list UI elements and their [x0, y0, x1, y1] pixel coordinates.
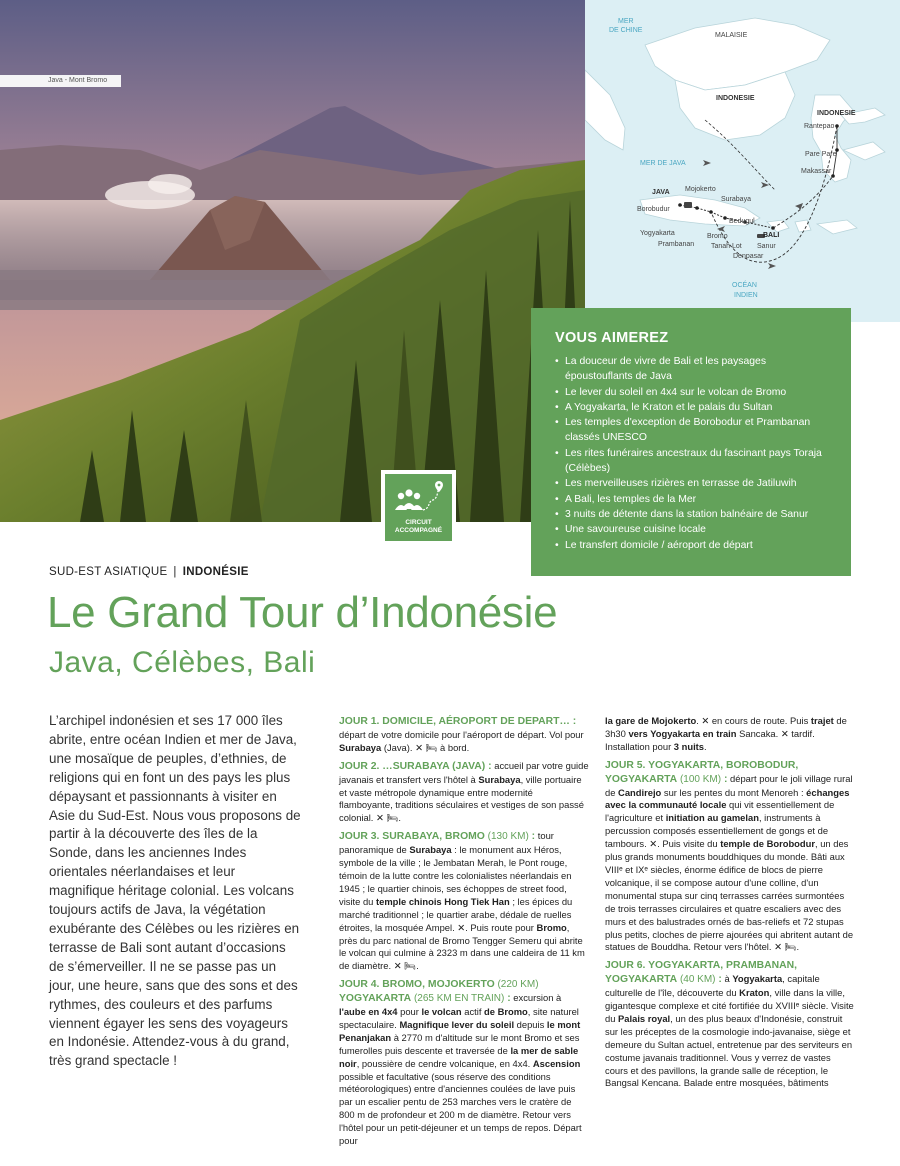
day-text: Sancaka. ✕ tardif. Installation pour — [605, 727, 815, 752]
highlight-item: • Les temples d'exception de Borobodur et Prambanan classés UNESCO — [555, 415, 831, 446]
map-label-surabaya: Surabaya — [721, 196, 751, 203]
map-label-malaisie: MALAISIE — [715, 32, 748, 39]
breadcrumb-region: SUD-EST ASIATIQUE — [49, 566, 168, 578]
intro-paragraph: L’archipel indonésien et ses 17 000 îles abrite, entre océan Indien et mer de Java, une mosaïque de peuples, d’ethnies, de religions qui en font un des pays les plus dépaysant et passionnants à visiter en Asie du Sud-Est. Nous vous proposons de partir à la découverte des îles de la Sonde, dans les anciennes Indes orientales néerlandaises et leur magnifique héritage colonial. Les volcans toujours actifs de Java, la végétation exubérante des Célèbes ou les rizières en terrasse de Bali sont autant d’occasions de s’émerveiller. Il ne se passe pas un jour, une heure, sans que des sons et des rythmes, des couleurs et des parfums viennent égayer les sens des voyageurs en Indonésie. Attendez-vous à du grand, très grand spectacle ! — [49, 713, 301, 1069]
highlight-item: • Une savoureuse cuisine locale — [555, 522, 831, 537]
itinerary-column-1 — [339, 715, 589, 1153]
day-text: (Java). ✕ 🛏 à bord. — [381, 741, 470, 753]
highlight-item: • Les merveilleuses rizières en terrasse de Jatiluwih — [555, 476, 831, 491]
map-label-sea-china-2: DE CHINE — [609, 27, 643, 34]
day-bold: Surabaya — [478, 773, 521, 785]
day-6-distance: (40 KM) — [677, 974, 716, 986]
highlight-item: • Le transfert domicile / aéroport de départ — [555, 538, 831, 553]
page-title: Le Grand Tour d’Indonésie — [47, 588, 558, 637]
photo-caption: Java - Mont Bromo — [0, 75, 121, 87]
train-icon — [684, 202, 692, 208]
day-text: actif — [461, 1006, 485, 1018]
map-label-denpasar: Denpasar — [733, 253, 764, 260]
day-bold: vers Yogyakarta en train — [628, 727, 737, 739]
map-label-java: JAVA — [652, 189, 670, 196]
highlight-item: • Les rites funéraires ancestraux du fascinant pays Toraja (Célèbes) — [555, 446, 831, 477]
breadcrumb — [49, 566, 249, 578]
day-bold: l'aube en 4x4 — [339, 1006, 398, 1018]
day-text: , instruments à percussion composés essentiellement de gongs et de tambours. ✕. Puis visite du — [605, 812, 829, 850]
day-2 — [339, 760, 589, 826]
day-bold: Bromo — [536, 921, 567, 933]
day-bold: le mont Penanjakan — [339, 1018, 581, 1043]
day-text: accueil par votre guide javanais et transfert vers l'hôtel à — [339, 759, 589, 785]
day-1 — [339, 715, 589, 755]
day-colon: : — [528, 831, 536, 843]
badge-line-2: ACCOMPAGNÉ — [394, 527, 443, 534]
day-bold: Yogyakarta — [732, 973, 783, 985]
day-text: , capitale culturelle de l'île, découverte du — [605, 973, 820, 999]
day-bold: Ascension — [532, 1057, 581, 1069]
map-label-yogyakarta: Yogyakarta — [640, 230, 675, 237]
day-bold: de Bromo — [484, 1006, 528, 1018]
breadcrumb-country: INDONÉSIE — [182, 566, 249, 578]
map-label-makassar: Makassar — [801, 168, 832, 175]
day-text: départ pour le joli village rural de — [605, 772, 853, 798]
map-label-bali: BALI — [763, 232, 780, 239]
map-label-rantepao: Rantepao — [804, 123, 835, 130]
day-text: , ville portuaire et vaste métropole dynamique entre modernité flamboyante, traditions séculaires et vestiges de son passé colonial. ✕ 🛏. — [339, 773, 584, 824]
day-text: pour — [397, 1006, 422, 1018]
day-4-heading: JOUR 4. BROMO, MOJOKERTO — [339, 979, 495, 991]
day-text: de 3h30 — [605, 715, 847, 739]
highlight-item: • A Yogyakarta, le Kraton et le palais du Sultan — [555, 400, 831, 415]
day-5-heading-2: YOGYAKARTA — [605, 773, 678, 785]
map-label-indonesie-2: INDONESIE — [817, 110, 856, 117]
day-bold: Surabaya — [409, 844, 452, 856]
day-text: : le monument aux Héros, symbole de la ville ; le Jembatan Merah, le Pont rouge, témoin de la lutte contre les colonialistes néerlandais en 1945 ; le quartier chinois, ses échoppes de street food, visite du — [339, 844, 572, 907]
day-4-heading-2: YOGYAKARTA — [339, 993, 412, 1005]
map-label-tanah-lot: Tanah Lot — [711, 243, 742, 250]
day-bold: la gare de Mojokerto — [605, 715, 697, 726]
day-4-distance-2: (265 KM EN TRAIN) — [411, 993, 505, 1005]
highlight-item: • A Bali, les temples de la Mer — [555, 492, 831, 507]
day-bold: initiation au gamelan — [665, 812, 759, 824]
badge-line-1: CIRCUIT — [405, 519, 432, 526]
day-3 — [339, 830, 589, 973]
itinerary-map — [585, 0, 900, 322]
day-text: départ de votre domicile pour l'aéroport de départ. Vol pour — [339, 728, 584, 740]
day-5-distance: (100 KM) — [677, 773, 722, 785]
day-4-distance: (220 KM) — [494, 979, 539, 991]
day-text: depuis — [514, 1018, 547, 1030]
day-text: , poussière de cendre volcanique, en 4x4. — [356, 1057, 533, 1069]
day-3-heading: JOUR 3. SURABAYA, BROMO — [339, 831, 485, 843]
circuit-accompagne-badge — [381, 470, 456, 545]
day-4 — [339, 978, 589, 1148]
day-text: à 2770 m d'altitude sur le mont Bromo et ses fumerolles puis descente et traversée de — [339, 1031, 580, 1056]
day-1-heading: JOUR 1. DOMICILE, AÉROPORT DE DEPART… : — [339, 716, 577, 727]
day-text: . — [704, 740, 707, 752]
day-bold: temple de Borobodur — [720, 838, 815, 850]
page-subtitle: Java, Célèbes, Bali — [49, 646, 316, 679]
day-text: qui vit essentiellement de l'agriculture et — [605, 799, 835, 824]
day-bold: Kraton — [739, 987, 770, 999]
day-text: ; les épices du marché traditionnel ; le quartier arabe, dédale de ruelles étroites, la mosquée Ampel. ✕. Puis route pour — [339, 895, 573, 933]
day-5-heading: JOUR 5. YOGYAKARTA, BOROBODUR, — [605, 759, 799, 771]
day-bold: Magnifique lever du soleil — [399, 1018, 515, 1030]
map-label-sanur: Sanur — [757, 243, 776, 250]
day-bold: trajet — [810, 715, 834, 726]
highlight-item: • Le lever du soleil en 4x4 sur le volcan de Bromo — [555, 385, 831, 400]
map-label-ocean-2: INDIEN — [734, 292, 758, 299]
day-5 — [605, 759, 855, 955]
day-2-heading: JOUR 2. …SURABAYA (JAVA) : — [339, 760, 492, 772]
day-4-continued — [605, 715, 855, 754]
indonesia-map-image — [585, 0, 900, 322]
day-bold: Surabaya — [339, 741, 382, 753]
map-label-borobudur: Borobudur — [637, 206, 670, 213]
day-text: , près du parc national de Bromo Tengger Semeru qui abrite le volcan qui culmine à 2323 m dans une caldeira de 11 km de diamètre. ✕ 🛏. — [339, 921, 585, 972]
itinerary-column-2 — [605, 715, 855, 1095]
map-label-mer-java: MER DE JAVA — [640, 160, 686, 167]
map-label-mojokerto: Mojokerto — [685, 186, 716, 193]
day-text: , ville dans la ville, gigantesque complexe et cité fortifiée du XVIIIᵉ siècle. Visite du — [605, 987, 854, 1024]
map-label-pare-pare: Pare Pare — [805, 151, 837, 158]
day-text: , un des plus beaux d'Indonésie, construit sur les préceptes de la cosmologie indo-javanaise, siège et demeure du Sultan actuel, entretenue par des serviteurs en costume javanais traditionnel. Vous y verrez de vastes cours et des pavillons, la grande salle de réception, le Bangsal Kencana. Balade entre mosquées, bâtiments — [605, 1012, 853, 1089]
map-label-sea-china: MER — [618, 18, 634, 25]
day-bold: 3 nuits — [673, 740, 705, 752]
breadcrumb-separator: | — [173, 566, 177, 578]
highlights-title: VOUS AIMEREZ — [555, 330, 669, 346]
highlights-box — [531, 308, 851, 576]
day-3-distance: (130 KM) — [484, 831, 529, 843]
day-colon: : — [504, 993, 511, 1005]
highlight-item: • 3 nuits de détente dans la station balnéaire de Sanur — [555, 507, 831, 522]
day-text: à — [721, 973, 733, 985]
day-6 — [605, 959, 855, 1090]
day-text: possible et facultative (sous réserve des conditions météorologiques) entre d'anciennes coulées de lave puis par un escalier pentu de 253 marches vers le cratère de 800 m de profondeur et 200 m de diamètre. Retour vers l'hôtel pour un petit-déjeuner et un temps de repos. Départ pour — [339, 1070, 582, 1147]
day-6-heading: JOUR 6. YOGYAKARTA, PRAMBANAN, YOGYAKARTA — [605, 960, 798, 986]
day-bold: temple chinois Hong Tiek Han — [376, 895, 510, 907]
map-label-ocean: OCÉAN — [732, 282, 757, 289]
day-bold: Palais royal — [618, 1012, 671, 1024]
day-text: tour panoramique de — [339, 830, 554, 856]
day-text: , un des plus grands monuments bouddhiques du monde. Bâti aux VIIIᵉ et IXᵉ siècles, énorme édifice de blocs de pierre volcanique, il se compose autour d'une colline, d'un monumental stupa sur cinq terrasses carrées surmontées de trois terrasses circulaires et quatre escaliers avec des murs et des balustrades ornés de bas-reliefs et 72 stupas plus petits, cloches de pierre ajourées qui abritent autant de statues de Bouddha. Retour vers l'hôtel. ✕ 🛏. — [605, 838, 854, 953]
day-bold: Candirejo — [618, 786, 662, 798]
day-bold: échanges avec la communauté locale — [605, 786, 850, 811]
map-label-indonesie: INDONESIE — [716, 95, 755, 102]
day-colon: : — [715, 974, 722, 986]
day-text: . ✕ en cours de route. Puis — [696, 715, 811, 726]
group-route-icon — [393, 480, 447, 516]
highlight-item: • La douceur de vivre de Bali et les paysages époustouflants de Java — [555, 354, 831, 385]
hero-photo — [0, 0, 585, 522]
day-bold: la mer de sable noir — [339, 1044, 579, 1069]
day-colon: : — [721, 773, 728, 785]
day-text: , site naturel spectaculaire. — [339, 1006, 579, 1030]
map-label-bedugul: Bedugul — [729, 218, 755, 225]
day-bold: le volcan — [421, 1006, 462, 1018]
map-label-prambanan: Prambanan — [658, 241, 695, 248]
day-text: excursion à — [510, 992, 562, 1004]
day-text: sur les pentes du mont Menoreh : — [661, 786, 807, 798]
highlights-list — [555, 354, 831, 553]
map-label-bromo: Bromo — [707, 233, 728, 240]
